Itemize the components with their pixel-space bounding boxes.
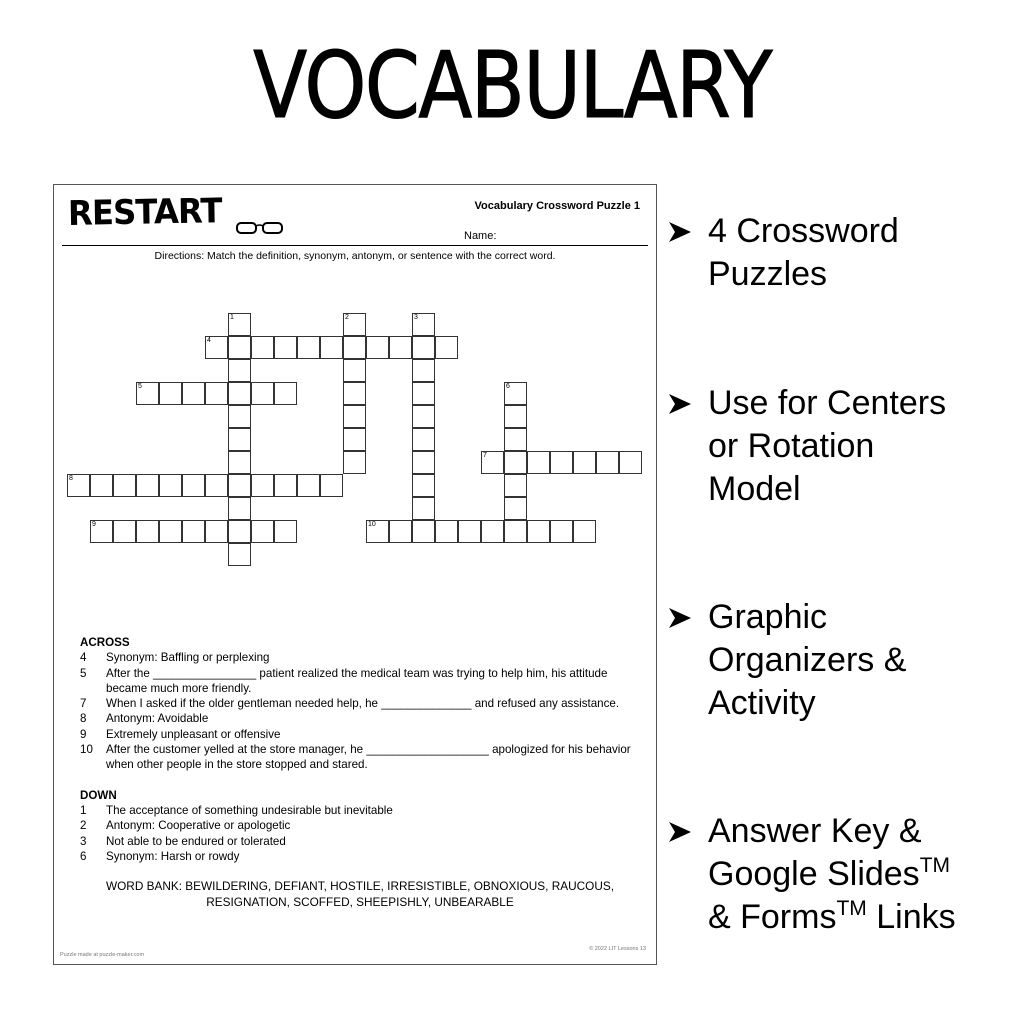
crossword-cell[interactable] bbox=[113, 520, 136, 543]
clue-number: 6 bbox=[80, 849, 87, 863]
crossword-cell[interactable] bbox=[504, 428, 527, 451]
crossword-cell[interactable] bbox=[136, 520, 159, 543]
clue-number: 9 bbox=[92, 521, 96, 528]
crossword-cell[interactable] bbox=[136, 382, 159, 405]
crossword-cell[interactable] bbox=[343, 451, 366, 474]
clue-number: 7 bbox=[483, 452, 487, 459]
crossword-cell[interactable] bbox=[159, 520, 182, 543]
crossword-cell[interactable] bbox=[205, 336, 228, 359]
arrow-bullet-icon bbox=[668, 210, 708, 253]
crossword-cell[interactable] bbox=[343, 382, 366, 405]
crossword-cell[interactable] bbox=[274, 336, 297, 359]
clue-number: 7 bbox=[80, 697, 87, 711]
crossword-cell[interactable] bbox=[251, 382, 274, 405]
crossword-cell[interactable] bbox=[412, 313, 435, 336]
crossword-cell[interactable] bbox=[550, 451, 573, 474]
clue-item bbox=[80, 803, 640, 818]
across-clues bbox=[80, 650, 640, 772]
clue-item bbox=[80, 818, 640, 833]
crossword-cell[interactable] bbox=[504, 474, 527, 497]
feature-text: Graphic Organizers & Activity bbox=[708, 598, 907, 722]
clues-section bbox=[80, 635, 640, 910]
clue-item bbox=[80, 834, 640, 849]
crossword-cell[interactable] bbox=[412, 451, 435, 474]
clue-number: 4 bbox=[207, 337, 211, 344]
crossword-cell[interactable] bbox=[412, 520, 435, 543]
clue-text: After the ________________ patient realized the medical team was trying to help him, his attitude became much more friendly. bbox=[106, 666, 608, 695]
crossword-cell[interactable] bbox=[389, 520, 412, 543]
clue-number: 1 bbox=[80, 803, 87, 817]
clue-number: 10 bbox=[80, 743, 93, 757]
crossword-cell[interactable] bbox=[90, 474, 113, 497]
clue-text: When I asked if the older gentleman needed help, he ______________ and refused any assistance. bbox=[106, 697, 620, 711]
feature-item bbox=[668, 210, 899, 296]
worksheet-title: Vocabulary Crossword Puzzle 1 bbox=[474, 200, 640, 212]
crossword-cell[interactable] bbox=[228, 313, 251, 336]
clue-number: 10 bbox=[368, 521, 376, 528]
crossword-cell[interactable] bbox=[228, 336, 251, 359]
crossword-cell[interactable] bbox=[343, 336, 366, 359]
crossword-cell[interactable] bbox=[228, 405, 251, 428]
crossword-cell[interactable] bbox=[343, 405, 366, 428]
clue-item bbox=[80, 849, 640, 864]
across-heading: ACROSS bbox=[80, 636, 130, 649]
crossword-cell[interactable] bbox=[182, 474, 205, 497]
crossword-cell[interactable] bbox=[596, 451, 619, 474]
crossword-cell[interactable] bbox=[228, 382, 251, 405]
clue-number: 8 bbox=[80, 712, 87, 726]
crossword-cell[interactable] bbox=[458, 520, 481, 543]
clue-item bbox=[80, 666, 640, 697]
crossword-cell[interactable] bbox=[412, 474, 435, 497]
arrow-bullet-icon bbox=[668, 810, 708, 853]
header-divider bbox=[62, 245, 648, 246]
clue-item bbox=[80, 711, 640, 726]
clue-number: 3 bbox=[414, 314, 418, 321]
crossword-cell[interactable] bbox=[228, 451, 251, 474]
clue-text: Antonym: Avoidable bbox=[106, 712, 209, 726]
crossword-cell[interactable] bbox=[550, 520, 573, 543]
crossword-cell[interactable] bbox=[205, 474, 228, 497]
crossword-cell[interactable] bbox=[504, 451, 527, 474]
clue-number: 8 bbox=[69, 475, 73, 482]
crossword-cell[interactable] bbox=[228, 497, 251, 520]
clue-item bbox=[80, 742, 640, 773]
crossword-cell[interactable] bbox=[412, 405, 435, 428]
crossword-cell[interactable] bbox=[205, 520, 228, 543]
crossword-cell[interactable] bbox=[504, 520, 527, 543]
crossword-cell[interactable] bbox=[366, 520, 389, 543]
crossword-cell[interactable] bbox=[228, 428, 251, 451]
crossword-grid bbox=[67, 313, 647, 573]
page-title: VOCABULARY bbox=[253, 32, 771, 139]
clue-item bbox=[80, 727, 640, 742]
crossword-cell[interactable] bbox=[320, 474, 343, 497]
crossword-cell[interactable] bbox=[67, 474, 90, 497]
crossword-cell[interactable] bbox=[343, 313, 366, 336]
clue-text: Antonym: Cooperative or apologetic bbox=[106, 819, 291, 833]
crossword-cell[interactable] bbox=[159, 474, 182, 497]
arrow-bullet-icon bbox=[668, 382, 708, 425]
crossword-cell[interactable] bbox=[389, 336, 412, 359]
clue-text: Not able to be endured or tolerated bbox=[106, 834, 286, 848]
clue-number: 9 bbox=[80, 727, 87, 741]
crossword-cell[interactable] bbox=[205, 382, 228, 405]
directions: Directions: Match the definition, synonym, antonym, or sentence with the correct word. bbox=[154, 250, 556, 262]
crossword-cell[interactable] bbox=[504, 405, 527, 428]
feature-text: 4 Crossword Puzzles bbox=[708, 212, 899, 293]
crossword-cell[interactable] bbox=[412, 382, 435, 405]
feature-item bbox=[668, 596, 906, 725]
crossword-cell[interactable] bbox=[228, 543, 251, 566]
crossword-cell[interactable] bbox=[481, 520, 504, 543]
crossword-cell[interactable] bbox=[343, 359, 366, 382]
crossword-cell[interactable] bbox=[481, 451, 504, 474]
clue-text: Synonym: Baffling or perplexing bbox=[106, 651, 270, 665]
worksheet bbox=[53, 184, 657, 965]
footer-credit: Puzzle made at puzzle-maker.com bbox=[60, 952, 145, 958]
arrow-bullet-icon bbox=[668, 596, 708, 639]
crossword-cell[interactable] bbox=[159, 382, 182, 405]
clue-number: 3 bbox=[80, 834, 87, 848]
feature-text: Use for Centers or Rotation Model bbox=[708, 384, 947, 508]
crossword-cell[interactable] bbox=[251, 336, 274, 359]
crossword-cell[interactable] bbox=[228, 359, 251, 382]
feature-item bbox=[668, 810, 956, 939]
crossword-cell[interactable] bbox=[320, 336, 343, 359]
clue-text: After the customer yelled at the store manager, he ___________________ apologized for his behavior when other people in the store stopped and stared. bbox=[106, 743, 631, 772]
crossword-cell[interactable] bbox=[228, 520, 251, 543]
crossword-cell[interactable] bbox=[504, 382, 527, 405]
name-field-label: Name: bbox=[464, 230, 497, 242]
down-heading: DOWN bbox=[80, 788, 117, 802]
feature-item bbox=[668, 382, 946, 511]
crossword-cell[interactable] bbox=[412, 497, 435, 520]
down-clues bbox=[80, 803, 640, 864]
feature-text: Answer Key & Google Slides™ & Forms™ Links bbox=[708, 812, 956, 936]
crossword-cell[interactable] bbox=[182, 382, 205, 405]
crossword-cell[interactable] bbox=[113, 474, 136, 497]
crossword-cell[interactable] bbox=[435, 520, 458, 543]
crossword-cell[interactable] bbox=[251, 520, 274, 543]
crossword-cell[interactable] bbox=[573, 520, 596, 543]
crossword-cell[interactable] bbox=[182, 520, 205, 543]
crossword-cell[interactable] bbox=[228, 474, 251, 497]
crossword-cell[interactable] bbox=[619, 451, 642, 474]
crossword-cell[interactable] bbox=[343, 428, 366, 451]
clue-number: 2 bbox=[345, 314, 349, 321]
crossword-cell[interactable] bbox=[504, 497, 527, 520]
clue-item bbox=[80, 696, 640, 711]
footer-copyright: © 2022 LIT Lessons 13 bbox=[589, 946, 646, 952]
clue-number: 1 bbox=[230, 314, 234, 321]
crossword-cell[interactable] bbox=[412, 359, 435, 382]
crossword-cell[interactable] bbox=[274, 382, 297, 405]
crossword-cell[interactable] bbox=[297, 474, 320, 497]
brand-logo: RESTART bbox=[67, 191, 222, 234]
crossword-cell[interactable] bbox=[297, 336, 320, 359]
crossword-cell[interactable] bbox=[136, 474, 159, 497]
clue-number: 4 bbox=[80, 651, 87, 665]
crossword-cell[interactable] bbox=[527, 520, 550, 543]
crossword-cell[interactable] bbox=[274, 474, 297, 497]
glasses-icon bbox=[235, 219, 285, 235]
clue-item bbox=[80, 650, 640, 665]
crossword-cell[interactable] bbox=[274, 520, 297, 543]
clue-number: 6 bbox=[506, 383, 510, 390]
crossword-cell[interactable] bbox=[90, 520, 113, 543]
crossword-cell[interactable] bbox=[412, 428, 435, 451]
crossword-cell[interactable] bbox=[573, 451, 596, 474]
crossword-cell[interactable] bbox=[412, 336, 435, 359]
crossword-cell[interactable] bbox=[527, 451, 550, 474]
clue-number: 2 bbox=[80, 819, 87, 833]
clue-number: 5 bbox=[80, 666, 87, 680]
crossword-cell[interactable] bbox=[435, 336, 458, 359]
clue-number: 5 bbox=[138, 383, 142, 390]
clue-text: The acceptance of something undesirable but inevitable bbox=[106, 803, 393, 817]
clue-text: Synonym: Harsh or rowdy bbox=[106, 849, 240, 863]
crossword-cell[interactable] bbox=[366, 336, 389, 359]
clue-text: Extremely unpleasant or offensive bbox=[106, 727, 281, 741]
crossword-cell[interactable] bbox=[251, 474, 274, 497]
word-bank: WORD BANK: BEWILDERING, DEFIANT, HOSTILE, IRRESISTIBLE, OBNOXIOUS, RAUCOUS, RESIGNATION, SCOFFED, SHEEPISHLY, UNBEARABLE bbox=[105, 879, 614, 909]
